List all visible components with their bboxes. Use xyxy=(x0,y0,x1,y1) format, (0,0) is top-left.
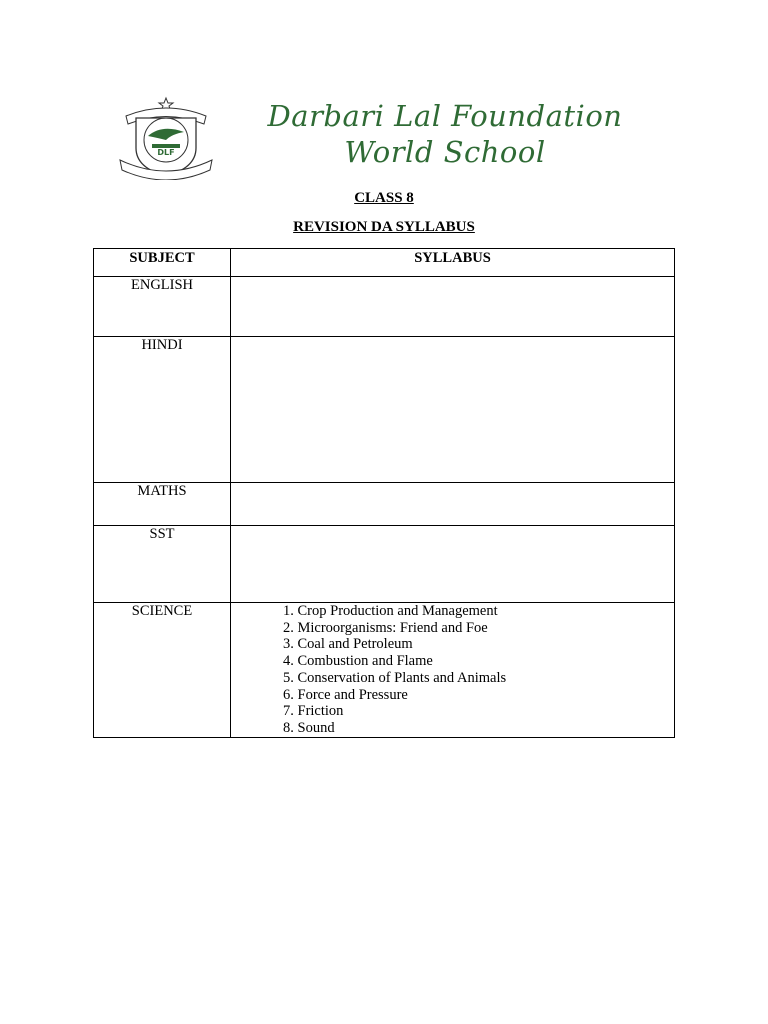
table-row xyxy=(94,603,675,738)
school-crest-logo xyxy=(118,96,214,180)
topic-item: 1. Crop Production and Management xyxy=(283,603,498,619)
subject-label: SCIENCE xyxy=(131,603,193,619)
syllabus-cell xyxy=(231,603,675,738)
table-header-row xyxy=(94,249,675,277)
subject-label: MATHS xyxy=(137,483,187,499)
subject-cell xyxy=(94,603,231,738)
subject-label: ENGLISH xyxy=(130,277,194,293)
topic-item: 6. Force and Pressure xyxy=(283,686,408,703)
school-name-line2: World School xyxy=(344,135,546,169)
syllabus-cell xyxy=(231,337,675,483)
subject-label: HINDI xyxy=(141,337,183,353)
syllabus-cell xyxy=(231,277,675,337)
topic-item: 3. Coal and Petroleum xyxy=(283,636,413,653)
crest-badge-text: DLF xyxy=(157,148,175,157)
table-row xyxy=(94,277,675,337)
class-title: CLASS 8 xyxy=(354,190,414,206)
syllabus-cell xyxy=(231,483,675,526)
subject-label: SST xyxy=(149,526,175,542)
subject-cell xyxy=(94,483,231,526)
science-topic-list xyxy=(231,603,674,737)
subject-cell xyxy=(94,277,231,337)
table-row xyxy=(94,483,675,526)
topic-item: 5. Conservation of Plants and Animals xyxy=(283,669,507,686)
topic-item: 4. Combustion and Flame xyxy=(283,653,433,670)
school-name-line1: Darbari Lal Foundation xyxy=(267,99,623,133)
revision-title: REVISION DA SYLLABUS xyxy=(293,219,475,235)
table-row xyxy=(94,526,675,603)
topic-item: 7. Friction xyxy=(283,703,344,720)
topic-item: 8. Sound xyxy=(283,719,335,736)
table-row xyxy=(94,337,675,483)
topic-item: 2. Microorganisms: Friend and Foe xyxy=(283,619,488,636)
subject-cell xyxy=(94,337,231,483)
subject-cell xyxy=(94,526,231,603)
syllabus-cell xyxy=(231,526,675,603)
syllabus-column-header: SYLLABUS xyxy=(231,249,675,277)
school-header xyxy=(118,96,658,182)
school-name xyxy=(230,98,660,170)
subject-column-header: SUBJECT xyxy=(94,249,231,277)
syllabus-table xyxy=(93,248,675,738)
